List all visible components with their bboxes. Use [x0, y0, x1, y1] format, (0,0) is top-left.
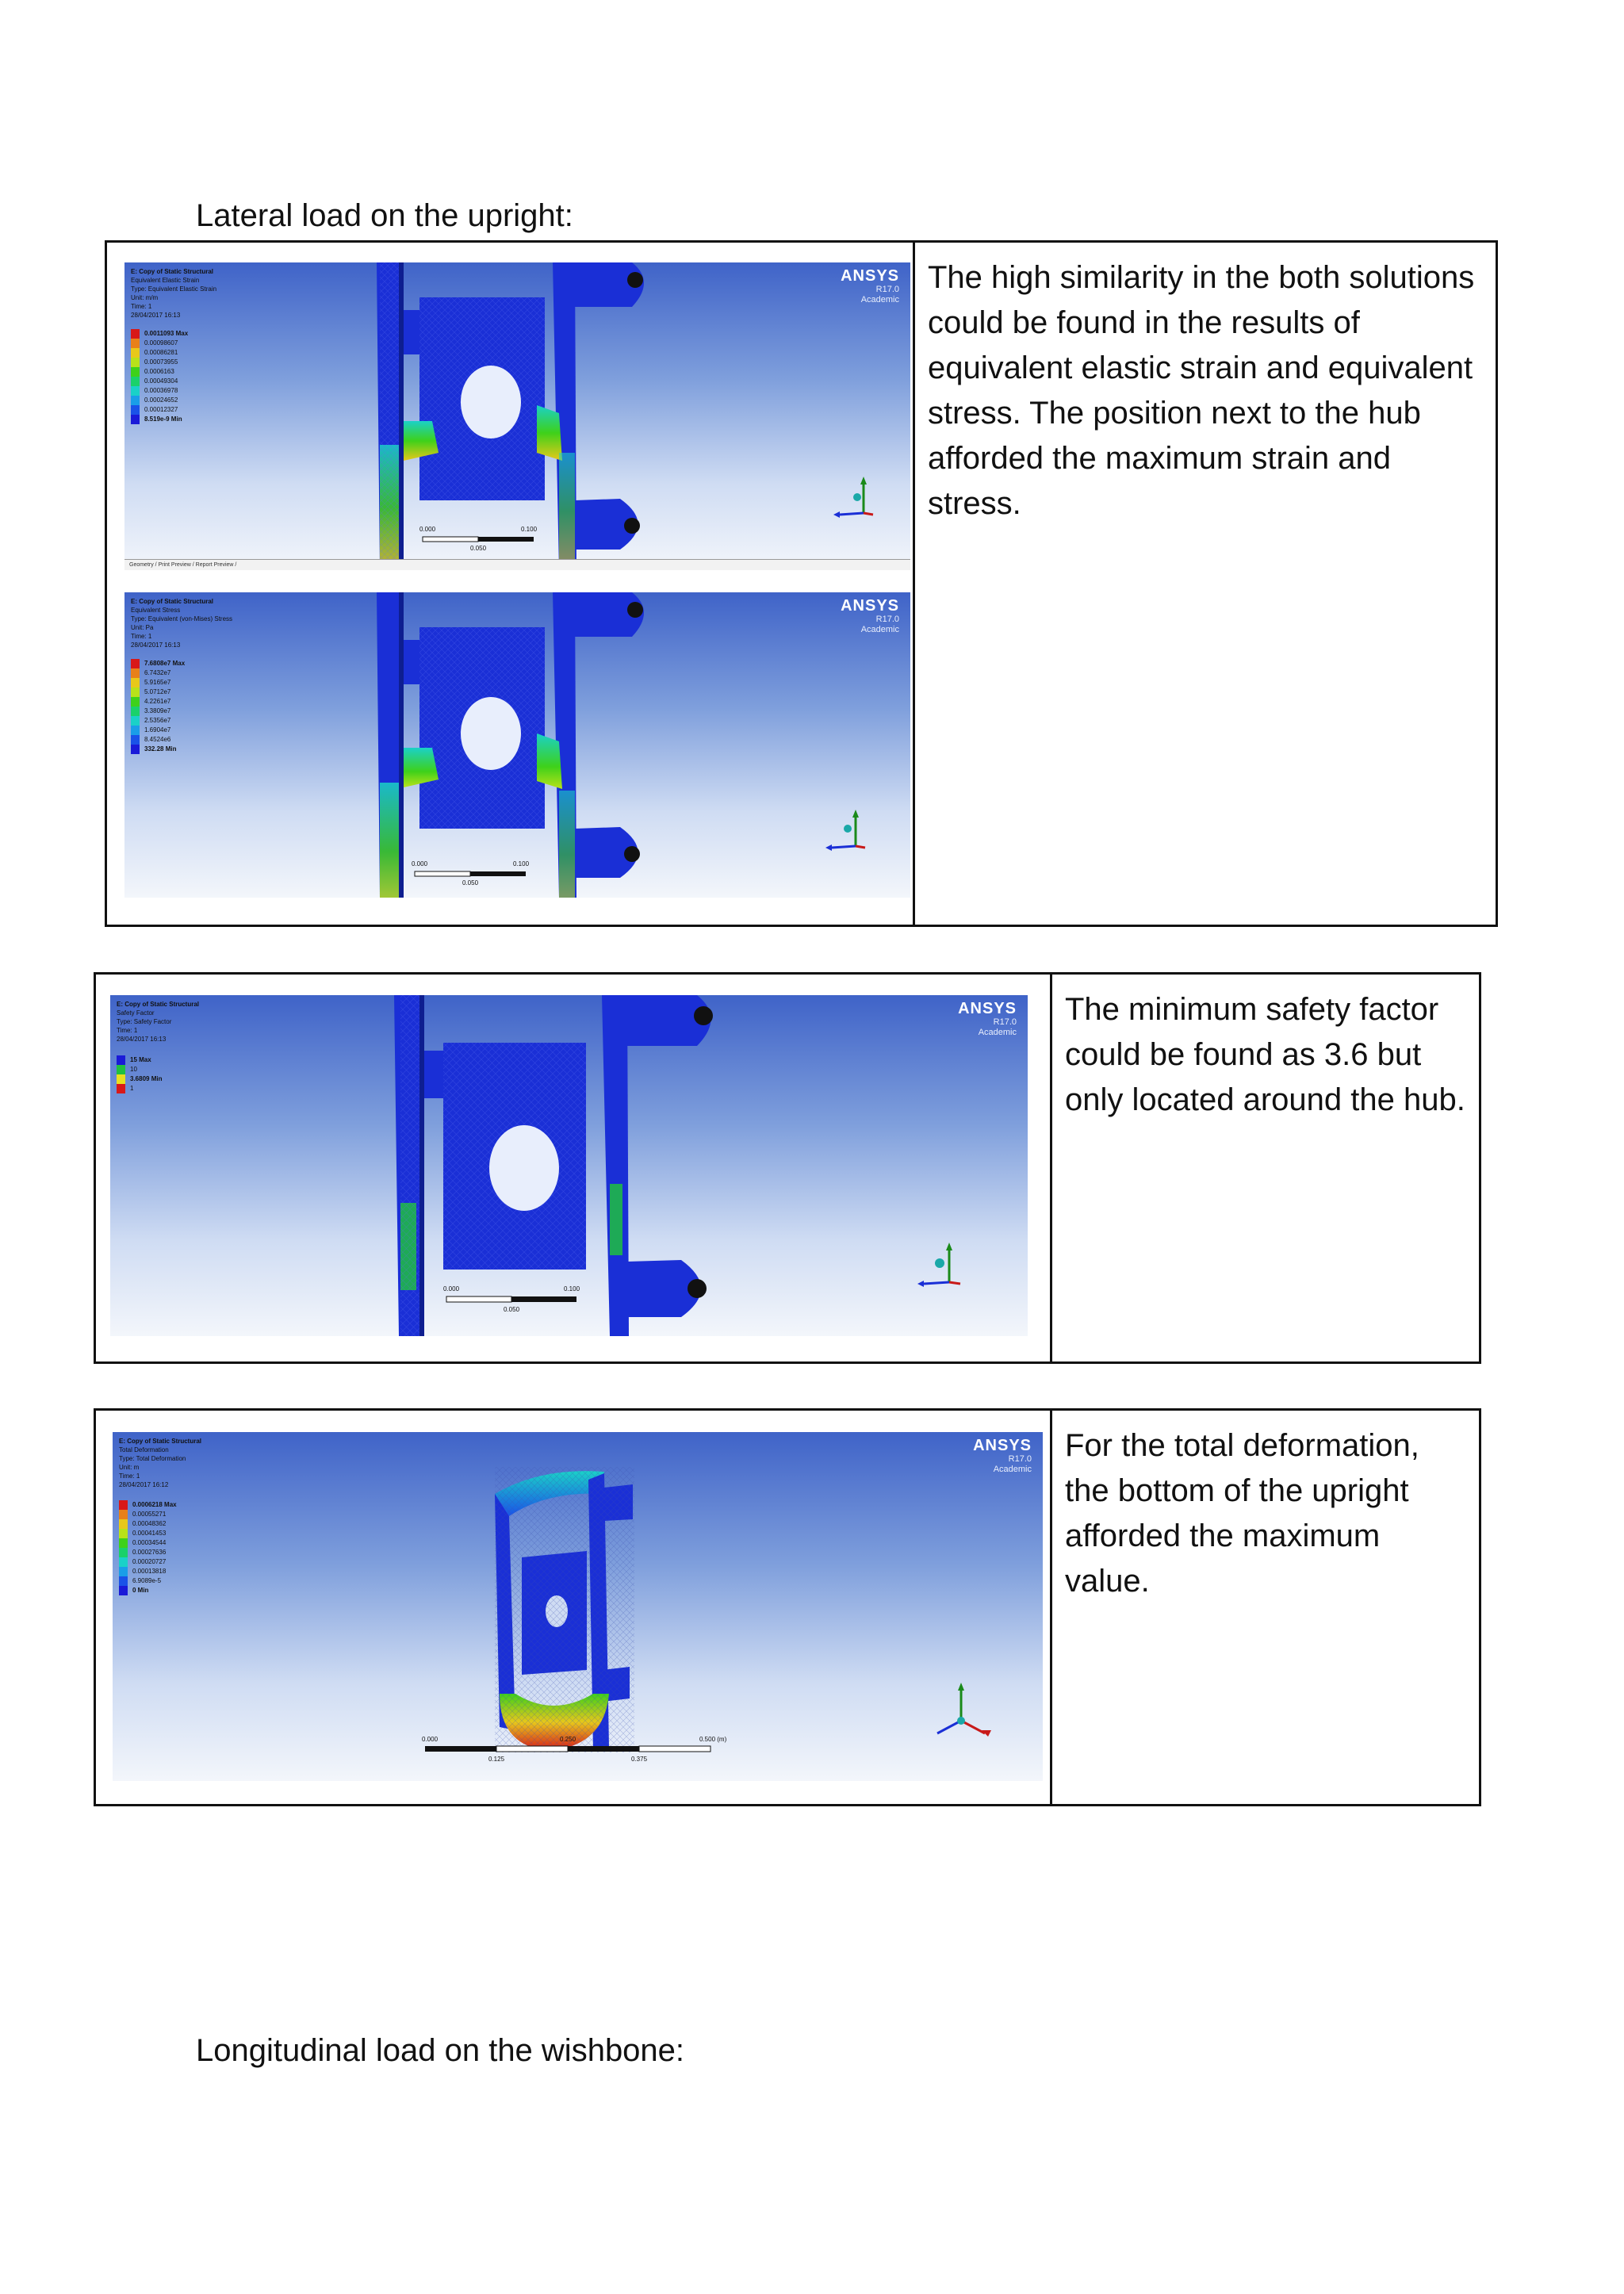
scale-label: 0.375 [631, 1756, 648, 1763]
legend-row: 0.00012327 [131, 405, 188, 415]
scale-label: 0.250 [560, 1736, 576, 1743]
ansys-logo: ANSYS R17.0 Academic [973, 1437, 1032, 1474]
legend-row: 2.5356e7 [131, 716, 185, 726]
total-deformation-description: For the total deformation, the bottom of the upright afforded the maximum value. [1065, 1428, 1419, 1599]
info-line: Equivalent Elastic Strain [131, 277, 200, 284]
results-table-total-deformation [94, 1408, 1481, 1806]
color-legend [131, 659, 185, 754]
section-heading-lateral: Lateral load on the upright: [196, 198, 573, 233]
ansys-safety-factor-screenshot [110, 995, 1028, 1336]
legend-row: 0.00041453 [119, 1529, 177, 1538]
legend-row: 1 [117, 1084, 162, 1093]
info-line: 28/04/2017 16:13 [131, 312, 181, 319]
legend-row: 0.0006218 Max [119, 1500, 177, 1510]
results-table-safety-factor [94, 972, 1481, 1364]
legend-row: 0.00098607 [131, 339, 188, 348]
legend-row: 0.00086281 [131, 348, 188, 358]
info-line: Type: Total Deformation [119, 1455, 186, 1462]
legend-row: 0.00036978 [131, 386, 188, 396]
hub-bore [489, 1125, 559, 1211]
ansys-strain-screenshot [124, 262, 910, 570]
legend-row: 0.00034544 [119, 1538, 177, 1548]
legend-row: 0.00049304 [131, 377, 188, 386]
scale-label: 0.500 (m) [699, 1736, 727, 1743]
info-line: 28/04/2017 16:13 [117, 1036, 167, 1043]
legend-row: 0.00024652 [131, 396, 188, 405]
info-line: E: Copy of Static Structural [131, 268, 214, 275]
scale-label: 0.125 [488, 1756, 505, 1763]
info-line: E: Copy of Static Structural [119, 1438, 202, 1445]
legend-row: 7.6808e7 Max [131, 659, 185, 668]
info-line: E: Copy of Static Structural [117, 1001, 200, 1008]
view-tab-strip[interactable]: Geometry / Print Preview / Report Preview / [124, 559, 910, 570]
section-heading-longitudinal: Longitudinal load on the wishbone: [196, 2033, 685, 2068]
color-legend [131, 329, 188, 424]
scale-label: 0.000 [443, 1285, 460, 1293]
results-image-cell [107, 243, 915, 925]
results-table-strain-stress [105, 240, 1498, 927]
info-line: Type: Equivalent (von-Mises) Stress [131, 615, 233, 622]
result-info-block [117, 1000, 199, 1044]
scale-label: 0.050 [470, 545, 487, 552]
info-line: Time: 1 [117, 1027, 138, 1034]
legend-row: 6.9089e-5 [119, 1576, 177, 1586]
scale-label: 0.100 [513, 860, 530, 867]
legend-row: 0.00073955 [131, 358, 188, 367]
info-line: Unit: Pa [131, 624, 154, 631]
legend-row: 3.3809e7 [131, 707, 185, 716]
legend-row: 6.7432e7 [131, 668, 185, 678]
ansys-stress-screenshot [124, 592, 910, 898]
info-line: Time: 1 [119, 1473, 140, 1480]
result-info-block [131, 597, 232, 649]
hub-bore [461, 366, 521, 439]
info-line: Unit: m/m [131, 294, 159, 301]
legend-row: 0.0011093 Max [131, 329, 188, 339]
legend-row: 8.4524e6 [131, 735, 185, 745]
legend-row: 3.6809 Min [117, 1074, 162, 1084]
scale-label: 0.050 [462, 879, 479, 887]
legend-row: 0.0006163 [131, 367, 188, 377]
legend-row: 0.00013818 [119, 1567, 177, 1576]
legend-row: 0.00055271 [119, 1510, 177, 1519]
color-legend [119, 1500, 177, 1595]
result-info-block [131, 267, 216, 320]
legend-row: 8.519e-9 Min [131, 415, 188, 424]
strain-stress-description: The high similarity in the both solutions could be found in the results of equivalent elastic strain and equivalent stress. The position next to the hub afforded the maximum strain and stress. [928, 260, 1475, 521]
ansys-logo: ANSYS R17.0 Academic [841, 597, 899, 634]
info-line: Type: Safety Factor [117, 1018, 172, 1025]
info-line: Unit: m [119, 1464, 140, 1471]
scale-label: 0.000 [412, 860, 428, 867]
info-line: 28/04/2017 16:13 [131, 641, 181, 649]
scale-label: 0.000 [419, 526, 436, 533]
ansys-total-deformation-screenshot [113, 1432, 1043, 1781]
ansys-logo: ANSYS R17.0 Academic [841, 267, 899, 304]
legend-row: 0.00020727 [119, 1557, 177, 1567]
scale-label: 0.100 [521, 526, 538, 533]
ansys-logo: ANSYS R17.0 Academic [958, 1000, 1017, 1037]
legend-row: 0 Min [119, 1586, 177, 1595]
legend-row: 15 Max [117, 1055, 162, 1065]
legend-row: 10 [117, 1065, 162, 1074]
scale-label: 0.100 [564, 1285, 580, 1293]
info-line: Time: 1 [131, 633, 152, 640]
info-line: E: Copy of Static Structural [131, 598, 214, 605]
results-image-cell [96, 1411, 1052, 1804]
scale-label: 0.050 [504, 1306, 520, 1313]
legend-row: 0.00048362 [119, 1519, 177, 1529]
legend-row: 0.00027636 [119, 1548, 177, 1557]
info-line: Time: 1 [131, 303, 152, 310]
scale-label: 0.000 [422, 1736, 439, 1743]
info-line: Type: Equivalent Elastic Strain [131, 285, 217, 293]
strain-model-view [124, 262, 910, 570]
results-image-cell [96, 975, 1052, 1361]
legend-row: 332.28 Min [131, 745, 185, 754]
info-line: Safety Factor [117, 1009, 155, 1017]
info-line: Total Deformation [119, 1446, 169, 1453]
legend-row: 1.6904e7 [131, 726, 185, 735]
stress-model-view [124, 592, 910, 898]
safety-factor-description: The minimum safety factor could be found as 3.6 but only located around the hub. [1065, 992, 1465, 1117]
mount-bolt-hole [627, 272, 643, 288]
info-line: Equivalent Stress [131, 607, 181, 614]
deformation-model-view [113, 1432, 1043, 1781]
legend-row: 4.2261e7 [131, 697, 185, 707]
legend-row: 5.0712e7 [131, 687, 185, 697]
strain-hotspot-right [537, 405, 562, 461]
info-line: 28/04/2017 16:12 [119, 1481, 169, 1488]
result-info-block [119, 1437, 201, 1489]
color-legend [117, 1055, 162, 1093]
legend-row: 5.9165e7 [131, 678, 185, 687]
